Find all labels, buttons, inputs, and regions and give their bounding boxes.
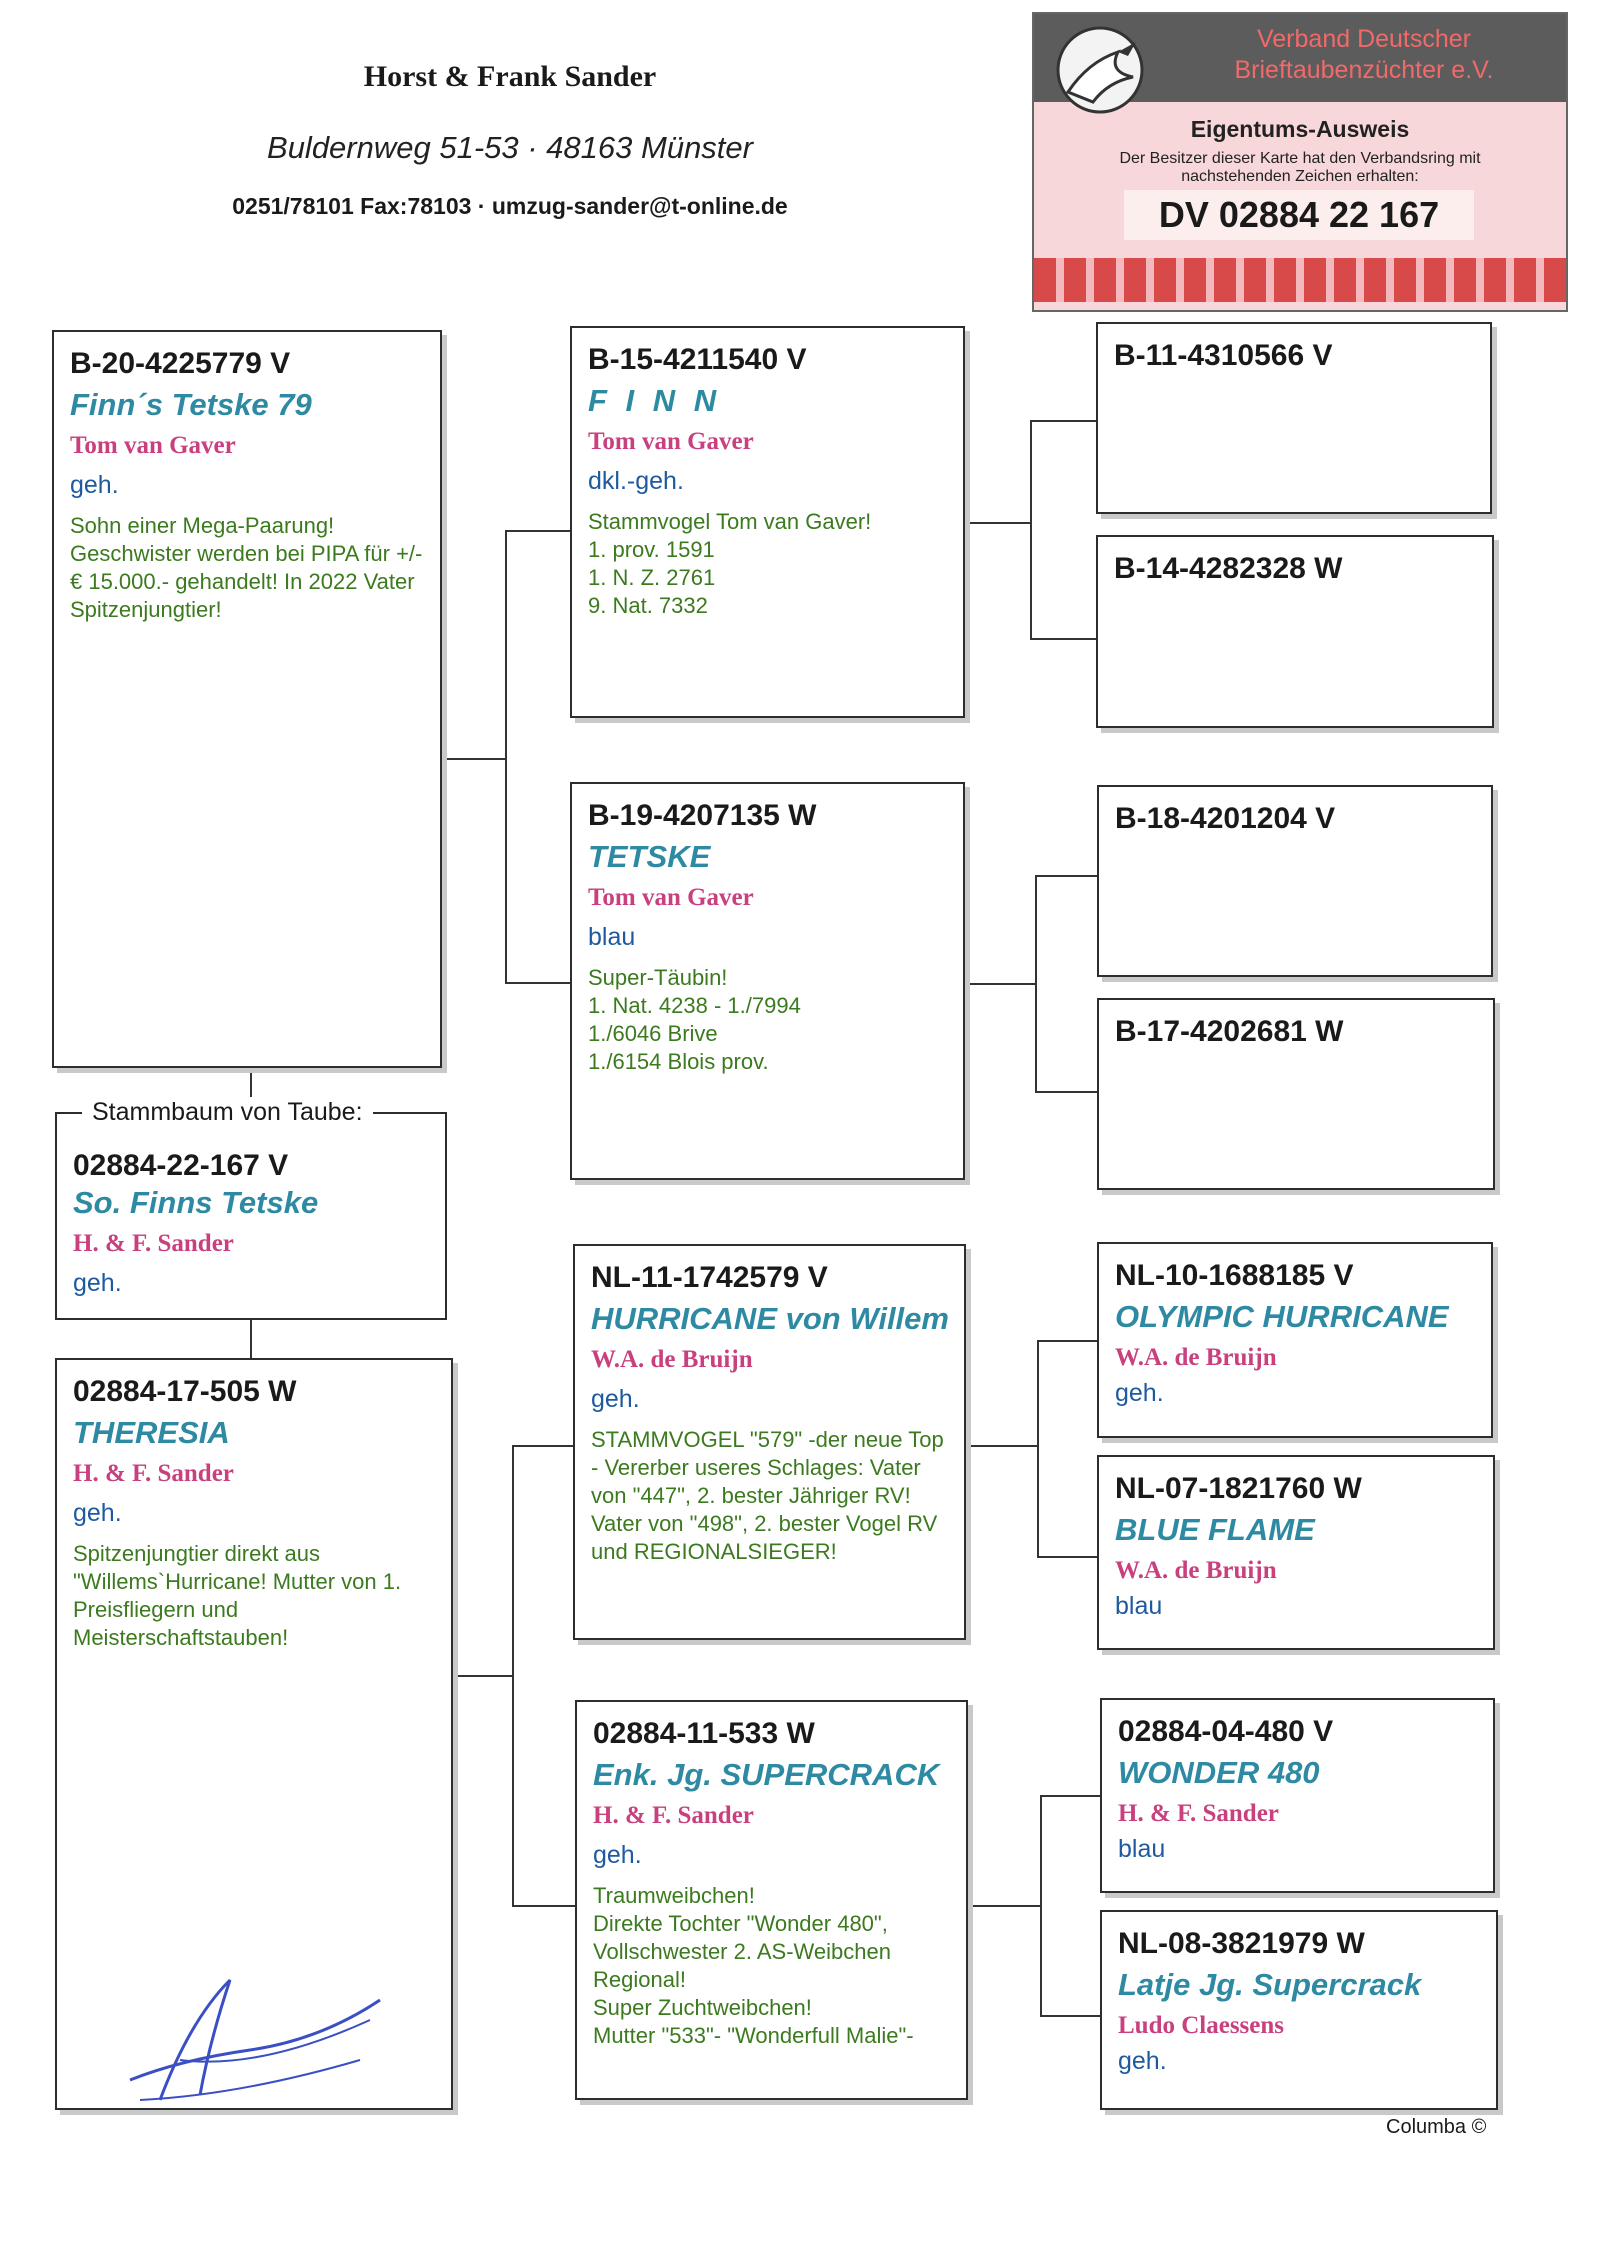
ring-number: NL-10-1688185 V bbox=[1115, 1259, 1354, 1292]
connector bbox=[1040, 2015, 1100, 2017]
connector bbox=[452, 1675, 512, 1677]
card-pattern bbox=[1034, 258, 1566, 302]
pedigree-father bbox=[52, 330, 442, 1068]
pigeon-name: Latje Jg. Supercrack bbox=[1118, 1967, 1422, 2002]
pedigree-ggm-4 bbox=[1100, 1910, 1498, 2110]
color: geh. bbox=[1118, 2047, 1167, 2075]
card-ring-number: DV 02884 22 167 bbox=[1124, 190, 1474, 240]
breeder: W.A. de Bruijn bbox=[1115, 1344, 1277, 1371]
connector bbox=[1040, 1795, 1100, 1797]
connector bbox=[963, 1905, 1041, 1907]
color: geh. bbox=[1115, 1379, 1164, 1407]
pigeon-name: Finn´s Tetske 79 bbox=[70, 387, 312, 422]
ring-number: B-11-4310566 V bbox=[1114, 339, 1333, 372]
ownership-card bbox=[1032, 12, 1568, 312]
pigeon-name: HURRICANE von Willem bbox=[591, 1301, 949, 1336]
pedigree-ggm-1 bbox=[1096, 535, 1494, 728]
breeder: Tom van Gaver bbox=[70, 432, 236, 459]
signature bbox=[120, 1960, 400, 2110]
breeder-contact: 0251/78101 Fax:78103 · umzug-sander@t-online.de bbox=[232, 193, 788, 219]
connector bbox=[1035, 1091, 1097, 1093]
ring-number: NL-07-1821760 W bbox=[1115, 1472, 1362, 1505]
color: geh. bbox=[73, 1499, 122, 1527]
ring-number: B-15-4211540 V bbox=[588, 343, 807, 376]
notes: Stammvogel Tom van Gaver! 1. prov. 1591 1. N. Z. 2761 9. Nat. 7332 bbox=[588, 509, 872, 618]
color: dkl.-geh. bbox=[588, 467, 684, 495]
pigeon-name: WONDER 480 bbox=[1118, 1755, 1320, 1790]
pigeon-name: So. Finns Tetske bbox=[73, 1185, 319, 1220]
color: geh. bbox=[593, 1841, 642, 1869]
connector bbox=[1030, 420, 1096, 422]
breeder: Ludo Claessens bbox=[1118, 2012, 1285, 2039]
connector bbox=[250, 1318, 252, 1358]
color: geh. bbox=[70, 471, 119, 499]
color: blau bbox=[588, 923, 636, 951]
ring-number: 02884-17-505 W bbox=[73, 1375, 297, 1408]
breeder: W.A. de Bruijn bbox=[1115, 1557, 1277, 1584]
pedigree-ggf-1 bbox=[1096, 322, 1492, 514]
pigeon-name: OLYMPIC HURRICANE bbox=[1115, 1299, 1449, 1334]
notes: Traumweibchen! Direkte Tochter "Wonder 480", Vollschwester 2. AS-Weibchen Regional! Super Zuchtweibchen! Mutter "533"- "Wonderfull Malie"- bbox=[593, 1883, 914, 2048]
ring-number: NL-08-3821979 W bbox=[1118, 1927, 1365, 1960]
connector bbox=[1040, 1795, 1042, 2017]
breeder: Tom van Gaver bbox=[588, 428, 754, 455]
connector bbox=[1035, 875, 1037, 1093]
connector bbox=[512, 1445, 514, 1907]
connector bbox=[512, 1445, 575, 1447]
connector bbox=[1037, 1556, 1099, 1558]
connector bbox=[1030, 638, 1096, 640]
breeder: W.A. de Bruijn bbox=[591, 1346, 753, 1373]
card-text: Der Besitzer dieser Karte hat den Verbandsring mit nachstehenden Zeichen erhalten: bbox=[1119, 150, 1481, 185]
connector bbox=[1030, 420, 1032, 640]
ring-number: 02884-04-480 V bbox=[1118, 1715, 1334, 1748]
color: geh. bbox=[591, 1385, 640, 1413]
footer-credit: Columba © bbox=[1386, 2116, 1487, 2138]
pigeon-name: F I N N bbox=[588, 383, 722, 418]
connector bbox=[505, 530, 507, 982]
connector bbox=[440, 758, 506, 760]
breeder: Tom van Gaver bbox=[588, 884, 754, 911]
connector bbox=[505, 982, 573, 984]
pedigree-ggf-4 bbox=[1100, 1698, 1495, 1893]
notes: Spitzenjungtier direkt aus "Willems`Hurricane! Mutter von 1. Preisfliegern und Meisterschaftstauben! bbox=[73, 1541, 402, 1650]
ring-number: NL-11-1742579 V bbox=[591, 1261, 828, 1294]
pedigree-paternal-grandfather bbox=[570, 326, 965, 718]
color: blau bbox=[1115, 1592, 1163, 1620]
ring-number: B-19-4207135 W bbox=[588, 799, 817, 832]
connector bbox=[512, 1905, 575, 1907]
pedigree-ggf-2 bbox=[1097, 785, 1493, 977]
connector bbox=[963, 522, 1031, 524]
connector bbox=[963, 1445, 1038, 1447]
breeder: H. & F. Sander bbox=[1118, 1800, 1279, 1827]
notes: Sohn einer Mega-Paarung! Geschwister werden bei PIPA für +/- € 15.000.- gehandelt! In 2022 Vater Spitzenjungtier! bbox=[70, 513, 423, 622]
connector bbox=[1037, 1340, 1099, 1342]
connector bbox=[505, 530, 573, 532]
breeder: H. & F. Sander bbox=[73, 1230, 234, 1257]
pigeon-name: THERESIA bbox=[73, 1415, 230, 1450]
ring-number: B-14-4282328 W bbox=[1114, 552, 1343, 585]
pedigree-legend: Stammbaum von Taube: bbox=[82, 1097, 373, 1127]
color: blau bbox=[1118, 1835, 1166, 1863]
ring-number: 02884-22-167 V bbox=[73, 1149, 289, 1182]
pedigree-paternal-grandmother bbox=[570, 782, 965, 1180]
card-title: Eigentums-Ausweis bbox=[1190, 116, 1410, 142]
breeder-name: Horst & Frank Sander bbox=[363, 60, 657, 93]
notes: Super-Täubin! 1. Nat. 4238 - 1./7994 1./6046 Brive 1./6154 Blois prov. bbox=[588, 965, 801, 1074]
pigeon-name: Enk. Jg. SUPERCRACK bbox=[593, 1757, 940, 1792]
pedigree-maternal-grandmother bbox=[575, 1700, 968, 2100]
connector bbox=[963, 983, 1035, 985]
pedigree-ggm-2 bbox=[1097, 998, 1495, 1190]
connector bbox=[1035, 875, 1097, 877]
pigeon-name: TETSKE bbox=[588, 839, 711, 874]
ring-number: B-17-4202681 W bbox=[1115, 1015, 1344, 1048]
breeder-address: Buldernweg 51-53 · 48163 Münster bbox=[267, 130, 753, 165]
pigeon-name: BLUE FLAME bbox=[1115, 1512, 1315, 1547]
breeder: H. & F. Sander bbox=[593, 1802, 754, 1829]
pedigree-ggf-3 bbox=[1097, 1242, 1493, 1438]
pedigree-subject bbox=[55, 1112, 447, 1320]
card-organization: Verband Deutscher Brieftaubenzüchter e.V. bbox=[1234, 25, 1494, 84]
breeder: H. & F. Sander bbox=[73, 1460, 234, 1487]
pigeon-logo-icon bbox=[1048, 22, 1158, 122]
pedigree-maternal-grandfather bbox=[573, 1244, 966, 1640]
connector bbox=[1037, 1340, 1039, 1558]
color: geh. bbox=[73, 1269, 122, 1297]
ring-number: B-20-4225779 V bbox=[70, 347, 291, 380]
ring-number: 02884-11-533 W bbox=[593, 1717, 815, 1750]
notes: STAMMVOGEL "579" -der neue Top - Vererber useres Schlages: Vater von "447", 2. bester Jähriger RV! Vater von "498", 2. bester Vogel RV und REGIONALSIEGER! bbox=[591, 1427, 944, 1564]
pedigree-ggm-3 bbox=[1097, 1455, 1495, 1650]
ring-number: B-18-4201204 V bbox=[1115, 802, 1336, 835]
